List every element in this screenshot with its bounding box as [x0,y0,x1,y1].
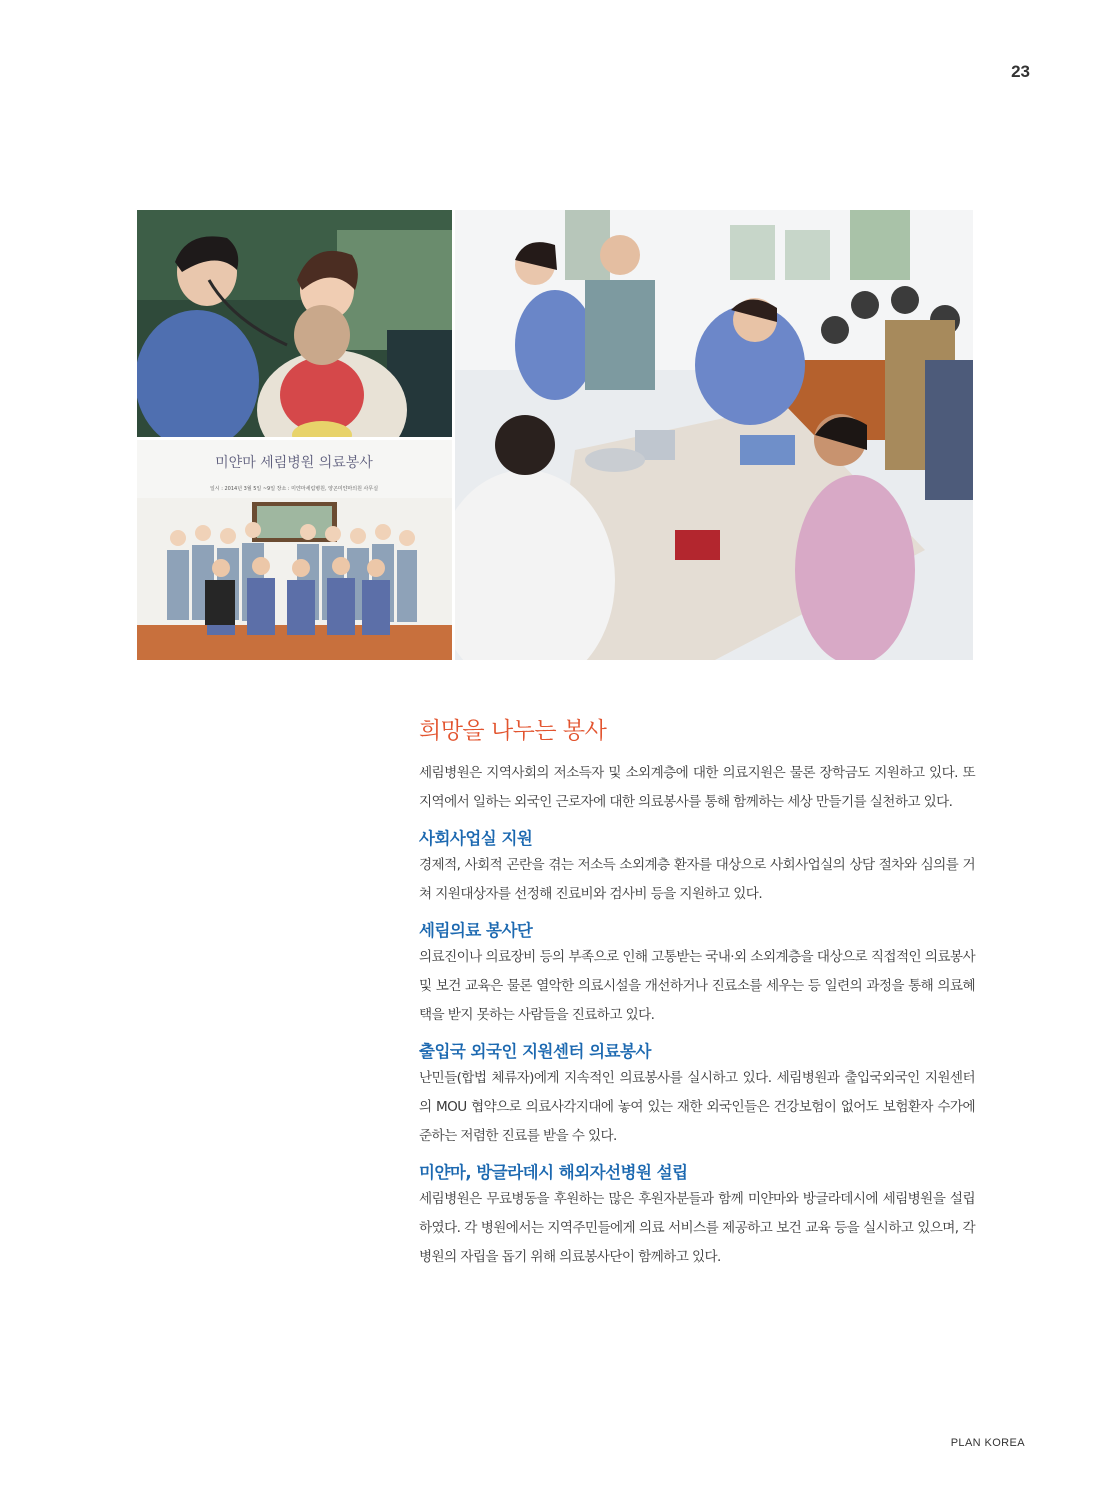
section-heading: 미얀마, 방글라데시 해외자선병원 설립 [419,1163,688,1182]
photo-clinic-table [455,210,973,660]
article [419,712,975,1272]
section-body: 난민들(합법 체류자)에게 지속적인 의료봉사를 실시하고 있다. 세림병원과 출입국외국인 지원센터의 MOU 협약으로 의료사각지대에 놓여 있는 재한 외국인들은 건강보험이 없어도 보험환자 수가에 준하는 저렴한 진료를 받을 수 있다. [419,1070,975,1144]
section-body: 경제적, 사회적 곤란을 겪는 저소득 소외계층 환자를 대상으로 사회사업실의 상담 절차와 심의를 거쳐 지원대상자를 선정해 진료비와 검사비 등을 지원하고 있다. [419,857,975,902]
section-heading: 출입국 외국인 지원센터 의료봉사 [419,1042,651,1061]
section-body: 세림병원은 무료병동을 후원하는 많은 후원자분들과 함께 미얀마와 방글라데시에 세림병원을 설립하였다. 각 병원에서는 지역주민들에게 의료 서비스를 제공하고 보건 교육 등을 실시하고 있으며, 각 병원의 자립을 돕기 위해 의료봉사단이 함께하고 있다. [419,1191,975,1265]
article-title: 희망을 나누는 봉사 [419,718,607,744]
section-social-work [419,827,975,909]
footer-publication: PLAN KOREA [950,1437,1025,1449]
section-immigration-center [419,1040,975,1151]
section-heading: 사회사업실 지원 [419,829,533,848]
section-medical-volunteers [419,919,975,1030]
section-heading: 세림의료 봉사단 [419,921,533,940]
page-number: 23 [1011,62,1030,81]
article-intro: 세림병원은 지역사회의 저소득자 및 소외계층에 대한 의료지원은 물론 장학금도 지원하고 있다. 또 지역에서 일하는 외국인 근로자에 대한 의료봉사를 통해 함께하는 세상 만들기를 실천하고 있다. [419,765,975,810]
banner-subtitle: 일시 : 2014년 3월 5일 ~9일 장소 : 미얀마세림병원, 양곤미얀마의원 사무실 [209,486,379,492]
photo-volunteer-group [137,440,452,660]
section-overseas-hospitals [419,1161,975,1272]
banner-title: 미얀마 세림병원 의료봉사 [215,455,373,471]
photo-nurse-examining-child [137,210,452,437]
section-body: 의료진이나 의료장비 등의 부족으로 인해 고통받는 국내·외 소외계층을 대상으로 직접적인 의료봉사 및 보건 교육은 물론 열악한 의료시설을 개선하거나 진료소를 세우는 등 일련의 과정을 통해 의료혜택을 받지 못하는 사람들을 진료하고 있다. [419,949,975,1023]
